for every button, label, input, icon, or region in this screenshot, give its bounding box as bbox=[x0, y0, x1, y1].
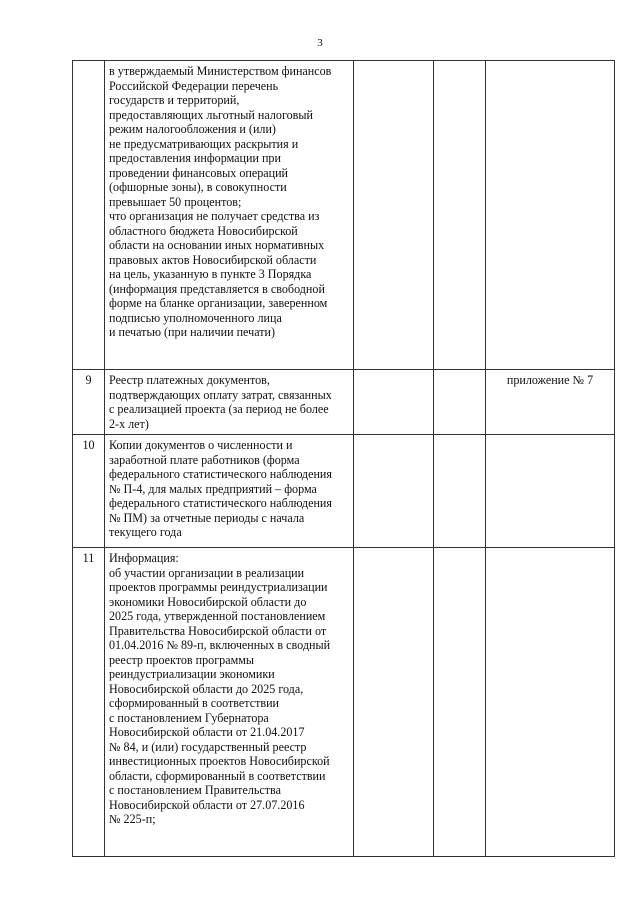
empty-cell bbox=[434, 548, 486, 857]
description-line: подписью уполномоченного лица bbox=[109, 310, 282, 325]
description-line: реестр проектов программы bbox=[109, 652, 255, 667]
row-number bbox=[73, 61, 105, 370]
description-line: экономики Новосибирской области до bbox=[109, 594, 307, 609]
attachment-note bbox=[486, 548, 615, 857]
description-line: Новосибирской области от 21.04.2017 bbox=[109, 725, 305, 739]
description-line: № 225-п; bbox=[109, 812, 156, 826]
table-row bbox=[73, 370, 615, 435]
description-line: правовых актов Новосибирской области bbox=[109, 252, 317, 267]
description-line: об участии организации в реализации bbox=[109, 565, 305, 580]
description-line: не предусматривающих раскрытия и bbox=[109, 136, 299, 151]
description-line: № П-4, для малых предприятий – форма bbox=[109, 481, 317, 496]
description-line: федерального статистического наблюдения bbox=[109, 496, 332, 510]
description-line: (информация представляется в свободной bbox=[109, 281, 325, 296]
empty-cell bbox=[434, 435, 486, 548]
description-line: с реализацией проекта (за период не более bbox=[109, 402, 329, 416]
description-line: инвестиционных проектов Новосибирской bbox=[109, 754, 330, 768]
description-line: Новосибирской области от 27.07.2016 bbox=[109, 797, 305, 812]
description-line: Российской Федерации перечень bbox=[109, 78, 279, 93]
empty-cell bbox=[354, 61, 434, 370]
description-line: 01.04.2016 № 89-п, включенных в сводный bbox=[109, 638, 331, 652]
row-number: 11 bbox=[73, 548, 105, 857]
description-line: областного бюджета Новосибирской bbox=[109, 223, 298, 238]
description-line: в утверждаемый Министерством финансов bbox=[109, 64, 332, 78]
description-line: области на основании иных нормативных bbox=[109, 238, 325, 252]
empty-cell bbox=[354, 370, 434, 435]
document-description bbox=[105, 548, 354, 857]
description-line: что организация не получает средства из bbox=[109, 209, 320, 223]
description-line: реиндустриализации экономики bbox=[109, 667, 275, 681]
description-line: текущего года bbox=[109, 525, 182, 539]
document-description bbox=[105, 435, 354, 548]
description-line: режим налогообложения и (или) bbox=[109, 122, 276, 136]
description-line: федерального статистического наблюдения bbox=[109, 467, 332, 481]
description-line: области, сформированный в соответствии bbox=[109, 768, 326, 783]
description-line: подтверждающих оплату затрат, связанных bbox=[109, 387, 332, 402]
description-line: с постановлением Губернатора bbox=[109, 710, 269, 725]
attachment-note bbox=[486, 61, 615, 370]
description-line: и печатью (при наличии печати) bbox=[109, 325, 276, 339]
description-line: Реестр платежных документов, bbox=[109, 373, 270, 387]
document-description bbox=[105, 370, 354, 435]
attachment-note bbox=[486, 435, 615, 548]
description-line: (офшорные зоны), в совокупности bbox=[109, 180, 287, 194]
empty-cell bbox=[354, 435, 434, 548]
document-description bbox=[105, 61, 354, 370]
attachment-note: приложение № 7 bbox=[486, 370, 615, 435]
empty-cell bbox=[434, 370, 486, 435]
description-line: № 84, и (или) государственный реестр bbox=[109, 739, 307, 754]
description-line: на цель, указанную в пункте 3 Порядка bbox=[109, 267, 312, 281]
description-line: Новосибирской области до 2025 года, bbox=[109, 681, 304, 696]
description-line: проведении финансовых операций bbox=[109, 165, 289, 180]
description-line: предоставляющих льготный налоговый bbox=[109, 107, 313, 122]
table-row bbox=[73, 61, 615, 370]
description-line: форме на бланке организации, заверенном bbox=[109, 296, 328, 310]
description-line: превышает 50 процентов; bbox=[109, 194, 242, 209]
empty-cell bbox=[354, 548, 434, 857]
description-line: с постановлением Правительства bbox=[109, 783, 281, 797]
empty-cell bbox=[434, 61, 486, 370]
description-line: № ПМ) за отчетные периоды с начала bbox=[109, 510, 305, 525]
page-number: 3 bbox=[317, 37, 323, 49]
row-number: 10 bbox=[73, 435, 105, 548]
description-line: Информация: bbox=[109, 551, 179, 565]
table-row bbox=[73, 548, 615, 857]
description-line: Правительства Новосибирской области от bbox=[109, 623, 327, 638]
documents-table bbox=[72, 60, 615, 857]
description-line: Копии документов о численности и bbox=[109, 438, 293, 452]
description-line: сформированный в соответствии bbox=[109, 696, 280, 710]
table-row bbox=[73, 435, 615, 548]
description-line: 2-х лет) bbox=[109, 416, 149, 431]
description-line: 2025 года, утвержденной постановлением bbox=[109, 609, 326, 623]
description-line: проектов программы реиндустриализации bbox=[109, 580, 328, 594]
description-line: предоставления информации при bbox=[109, 151, 281, 165]
description-line: заработной плате работников (форма bbox=[109, 452, 300, 467]
description-line: государств и территорий, bbox=[109, 93, 240, 107]
row-number: 9 bbox=[73, 370, 105, 435]
